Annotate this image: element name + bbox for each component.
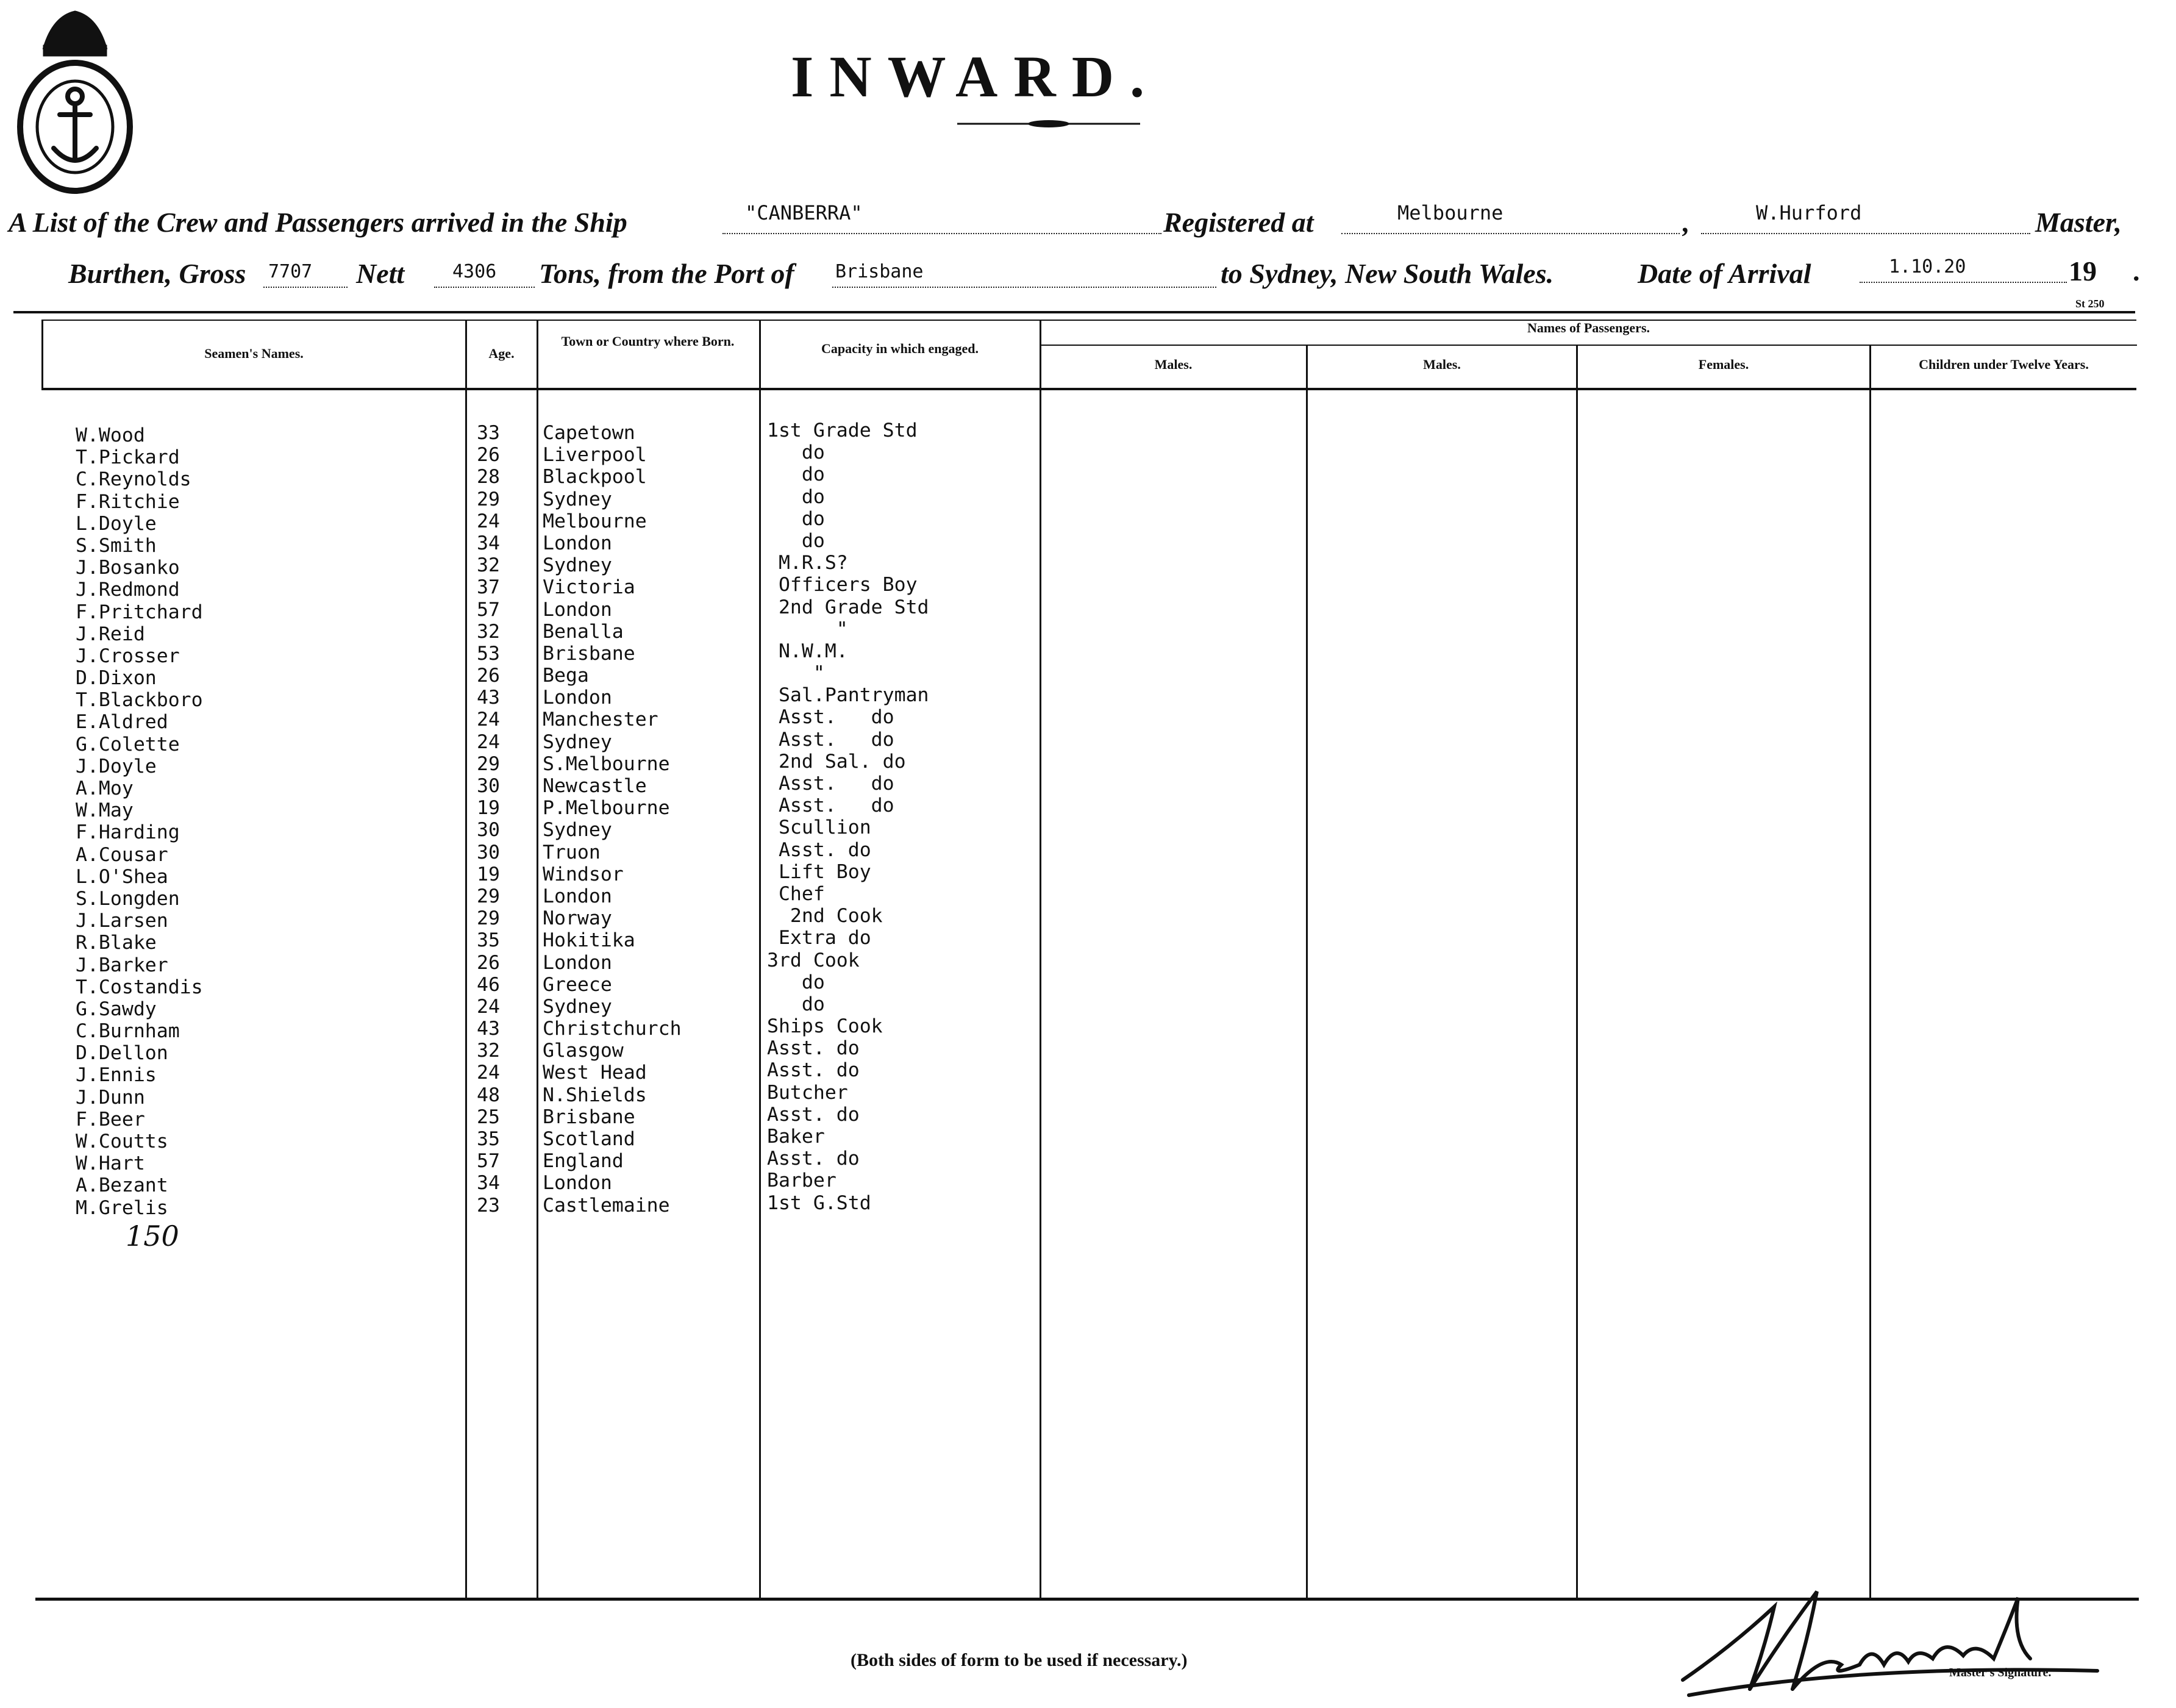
crew-name-cell: R.Blake (76, 932, 157, 954)
crew-age-cell: 57 (477, 598, 500, 621)
crew-capacity-cell: Asst. do (767, 1037, 860, 1060)
crew-capacity-cell: Asst. do (767, 838, 871, 861)
crew-age-cell: 26 (477, 444, 500, 466)
crew-age-cell: 34 (477, 532, 500, 554)
crew-born-cell: Newcastle (543, 775, 647, 797)
col-header-females: Females. (1698, 357, 1749, 372)
crew-age-cell: 29 (477, 488, 500, 510)
crew-capacity-cell: 2nd Sal. do (767, 750, 906, 773)
signature-label: Master's Signature. (1949, 1666, 2052, 1679)
title-ornament (957, 117, 1140, 130)
crew-name-cell: E.Aldred (76, 711, 168, 734)
crew-capacity-cell: Ships Cook (767, 1015, 883, 1038)
crew-name-cell: W.May (76, 799, 134, 822)
crew-age-cell: 28 (477, 466, 500, 488)
crew-born-cell: Glasgow (543, 1040, 624, 1062)
crew-capacity-cell: do (767, 485, 825, 508)
crew-name-cell: T.Blackboro (76, 689, 203, 712)
crew-name-cell: W.Wood (76, 424, 145, 446)
crew-capacity-cell: Scullion (767, 816, 871, 839)
col-header-children: Children under Twelve Years. (1919, 357, 2089, 372)
crew-name-cell: J.Dunn (76, 1086, 145, 1109)
crew-age-cell: 26 (477, 665, 500, 687)
col-header-males-1: Males. (1154, 357, 1193, 372)
col-header-males-2: Males. (1423, 357, 1461, 372)
crew-capacity-cell: do (767, 529, 825, 552)
crew-capacity-cell: " (767, 618, 848, 640)
col-header-names: Seamen's Names. (204, 346, 304, 361)
crew-born-cell: Castlemaine (543, 1194, 670, 1217)
crew-age-cell: 24 (477, 995, 500, 1018)
crew-age-cell: 29 (477, 752, 500, 775)
crew-capacity-cell: Officers Boy (767, 574, 918, 596)
destination-label: to Sydney, New South Wales. (1221, 258, 1554, 289)
crew-name-cell: W.Hart (76, 1152, 145, 1175)
comma: , (1683, 207, 1690, 238)
crew-born-cell: P.Melbourne (543, 797, 670, 820)
crew-capacity-cell: 2nd Grade Std (767, 596, 929, 618)
crew-age-cell: 26 (477, 951, 500, 974)
crew-name-cell: D.Dixon (76, 667, 157, 690)
registered-at: Melbourne (1397, 201, 1504, 224)
crew-name-cell: S.Longden (76, 887, 180, 910)
crew-name-cell: A.Cousar (76, 843, 168, 866)
crew-name-cell: J.Doyle (76, 755, 157, 777)
crew-born-cell: London (543, 532, 612, 554)
crew-age-cell: 32 (477, 554, 500, 577)
crew-capacity-cell: " (767, 662, 825, 685)
crew-name-cell: M.Grelis (76, 1196, 168, 1219)
crew-born-cell: Manchester (543, 709, 658, 731)
crew-age-cell: 19 (477, 797, 500, 820)
crew-age-cell: 24 (477, 1062, 500, 1084)
crew-born-cell: London (543, 885, 612, 907)
crew-age-cell: 43 (477, 687, 500, 709)
col-header-age: Age. (488, 346, 515, 361)
crew-age-cell: 46 (477, 973, 500, 996)
shipping-master-seal (11, 5, 139, 195)
crew-age-cell: 43 (477, 1018, 500, 1040)
crew-name-cell: J.Barker (76, 954, 168, 976)
crew-born-cell: Melbourne (543, 510, 647, 532)
departure-port: Brisbane (835, 261, 924, 282)
arrival-label: Date of Arrival (1638, 258, 1811, 289)
crew-capacity-cell: Chef (767, 882, 825, 905)
crew-name-cell: T.Pickard (76, 446, 180, 469)
crew-capacity-column (767, 420, 929, 1214)
year-period: . (2133, 255, 2140, 287)
crew-name-cell: L.O'Shea (76, 865, 168, 888)
crew-name-cell: C.Burnham (76, 1020, 180, 1043)
nett-label: Nett (356, 258, 405, 289)
footer-note: (Both sides of form to be used if necessary.) (851, 1650, 1188, 1670)
ship-name: "CANBERRA" (745, 201, 863, 224)
crew-capacity-cell: M.R.S? (767, 552, 848, 574)
crew-name-cell: A.Moy (76, 777, 134, 799)
crew-born-cell: Benalla (543, 620, 624, 643)
crew-capacity-cell: Asst. do (767, 773, 894, 795)
crew-born-cell: London (543, 1172, 612, 1195)
nett-tonnage: 4306 (452, 261, 497, 282)
crew-capacity-cell: Asst. do (767, 795, 894, 817)
crew-name-cell: F.Ritchie (76, 490, 180, 513)
crew-age-cell: 57 (477, 1150, 500, 1173)
crew-birthplaces-column (543, 422, 682, 1217)
crew-born-cell: Hokitika (543, 929, 635, 952)
crew-name-cell: F.Pritchard (76, 601, 203, 623)
crew-capacity-cell: Asst. do (767, 706, 894, 729)
crew-age-cell: 35 (477, 929, 500, 952)
crew-capacity-cell: Baker (767, 1126, 825, 1148)
crew-name-cell: W.Coutts (76, 1131, 168, 1152)
crew-age-cell: 34 (477, 1172, 500, 1195)
crew-capacity-cell: Extra do (767, 927, 871, 949)
crew-capacity-cell: Asst. do (767, 1148, 860, 1170)
form-title: INWARD. (790, 44, 1161, 109)
crew-born-cell: London (543, 687, 612, 709)
crew-born-cell: Greece (543, 973, 612, 996)
crew-capacity-cell: Asst. do (767, 728, 894, 751)
crew-age-cell: 32 (477, 620, 500, 643)
crew-born-cell: Blackpool (543, 466, 647, 488)
crew-born-cell: London (543, 598, 612, 621)
registered-label: Registered at (1163, 207, 1314, 238)
crew-name-cell: J.Reid (76, 623, 145, 645)
crew-names-column (76, 424, 203, 1219)
form-code: St 250 (2075, 298, 2105, 310)
crew-age-cell: 30 (477, 841, 500, 863)
crew-capacity-cell: do (767, 441, 825, 464)
crew-age-cell: 23 (477, 1194, 500, 1217)
crew-name-cell: J.Redmond (76, 579, 180, 601)
master-signature (1677, 1573, 2103, 1701)
crew-ages-column (477, 422, 500, 1217)
crew-born-cell: Sydney (543, 995, 612, 1018)
crew-capacity-cell: Asst. do (767, 1103, 860, 1126)
crew-capacity-cell: 2nd Cook (767, 905, 883, 927)
crew-capacity-cell: N.W.M. (767, 640, 848, 662)
crew-born-cell: Sydney (543, 554, 612, 577)
burthen-label: Burthen, Gross (68, 258, 246, 289)
crew-name-cell: J.Larsen (76, 910, 168, 932)
col-header-town: Town or Country where Born. (561, 334, 735, 349)
crew-name-cell: G.Colette (76, 733, 180, 756)
crew-name-cell: J.Ennis (76, 1064, 157, 1087)
master-name: W.Hurford (1756, 201, 1862, 224)
crew-age-cell: 29 (477, 885, 500, 907)
crew-age-cell: 19 (477, 863, 500, 885)
year-label: 19 (2069, 255, 2097, 287)
crew-age-cell: 25 (477, 1106, 500, 1128)
crew-name-cell: C.Reynolds (76, 468, 191, 491)
table-top-rule (13, 311, 2135, 313)
crew-born-cell: West Head (543, 1062, 647, 1084)
crew-age-cell: 37 (477, 576, 500, 599)
crew-capacity-cell: do (767, 993, 825, 1015)
crew-capacity-cell: Asst. do (767, 1059, 860, 1082)
crew-born-cell: Sydney (543, 731, 612, 753)
crew-age-cell: 29 (477, 907, 500, 930)
crew-name-cell: D.Dellon (76, 1042, 168, 1065)
crew-capacity-cell: do (767, 463, 825, 486)
crew-capacity-cell: do (767, 507, 825, 530)
crew-capacity-cell: Barber (767, 1170, 837, 1192)
crew-age-cell: 24 (477, 709, 500, 731)
crew-born-cell: Christchurch (543, 1018, 682, 1040)
crew-capacity-cell: 1st G.Std (767, 1192, 871, 1214)
gross-tonnage: 7707 (268, 261, 313, 282)
crew-born-cell: N.Shields (543, 1084, 647, 1106)
master-label: Master, (2035, 207, 2122, 238)
crew-capacity-cell: Butcher (767, 1081, 848, 1104)
crew-name-cell: G.Sawdy (76, 998, 157, 1020)
crew-born-cell: Windsor (543, 863, 624, 885)
crew-age-cell: 24 (477, 731, 500, 753)
crew-age-cell: 35 (477, 1128, 500, 1150)
crew-name-cell: J.Crosser (76, 645, 180, 667)
crew-capacity-cell: Lift Boy (767, 860, 871, 883)
crew-born-cell: England (543, 1150, 624, 1173)
crew-age-cell: 30 (477, 819, 500, 841)
crew-born-cell: Brisbane (543, 1106, 635, 1128)
crew-age-cell: 33 (477, 422, 500, 444)
crew-name-cell: L.Doyle (76, 512, 157, 535)
list-heading: A List of the Crew and Passengers arrived in the Ship (9, 207, 627, 238)
crew-name-cell: A.Bezant (76, 1174, 168, 1197)
crew-born-cell: Scotland (543, 1128, 635, 1150)
crew-age-cell: 48 (477, 1084, 500, 1106)
handwritten-tally: 150 (126, 1220, 179, 1252)
col-header-passengers: Names of Passengers. (1527, 320, 1650, 335)
crew-born-cell: Sydney (543, 819, 612, 841)
crew-born-cell: Liverpool (543, 444, 647, 466)
crew-capacity-cell: do (767, 971, 825, 993)
crew-capacity-cell: Sal.Pantryman (767, 684, 929, 707)
crew-born-cell: London (543, 951, 612, 974)
crew-age-cell: 53 (477, 642, 500, 665)
crew-capacity-cell: 1st Grade Std (767, 420, 918, 441)
crew-born-cell: Capetown (543, 422, 635, 444)
crew-born-cell: Brisbane (543, 642, 635, 665)
crew-name-cell: S.Smith (76, 534, 157, 557)
crew-age-cell: 30 (477, 775, 500, 797)
crew-born-cell: S.Melbourne (543, 752, 670, 775)
arrival-date: 1.10.20 (1889, 256, 1966, 277)
crew-born-cell: Bega (543, 665, 589, 687)
crew-name-cell: J.Bosanko (76, 557, 180, 579)
tons-label: Tons, from the Port of (539, 258, 794, 289)
crew-born-cell: Truon (543, 841, 601, 863)
crew-name-cell: T.Costandis (76, 976, 203, 998)
crew-born-cell: Norway (543, 907, 612, 930)
crew-name-cell: F.Beer (76, 1108, 145, 1131)
crew-age-cell: 32 (477, 1040, 500, 1062)
col-header-capacity: Capacity in which engaged. (821, 341, 979, 356)
crew-capacity-cell: 3rd Cook (767, 949, 860, 971)
crew-name-cell: F.Harding (76, 821, 180, 844)
crew-age-cell: 24 (477, 510, 500, 532)
crew-born-cell: Sydney (543, 488, 612, 510)
crew-born-cell: Victoria (543, 576, 635, 599)
